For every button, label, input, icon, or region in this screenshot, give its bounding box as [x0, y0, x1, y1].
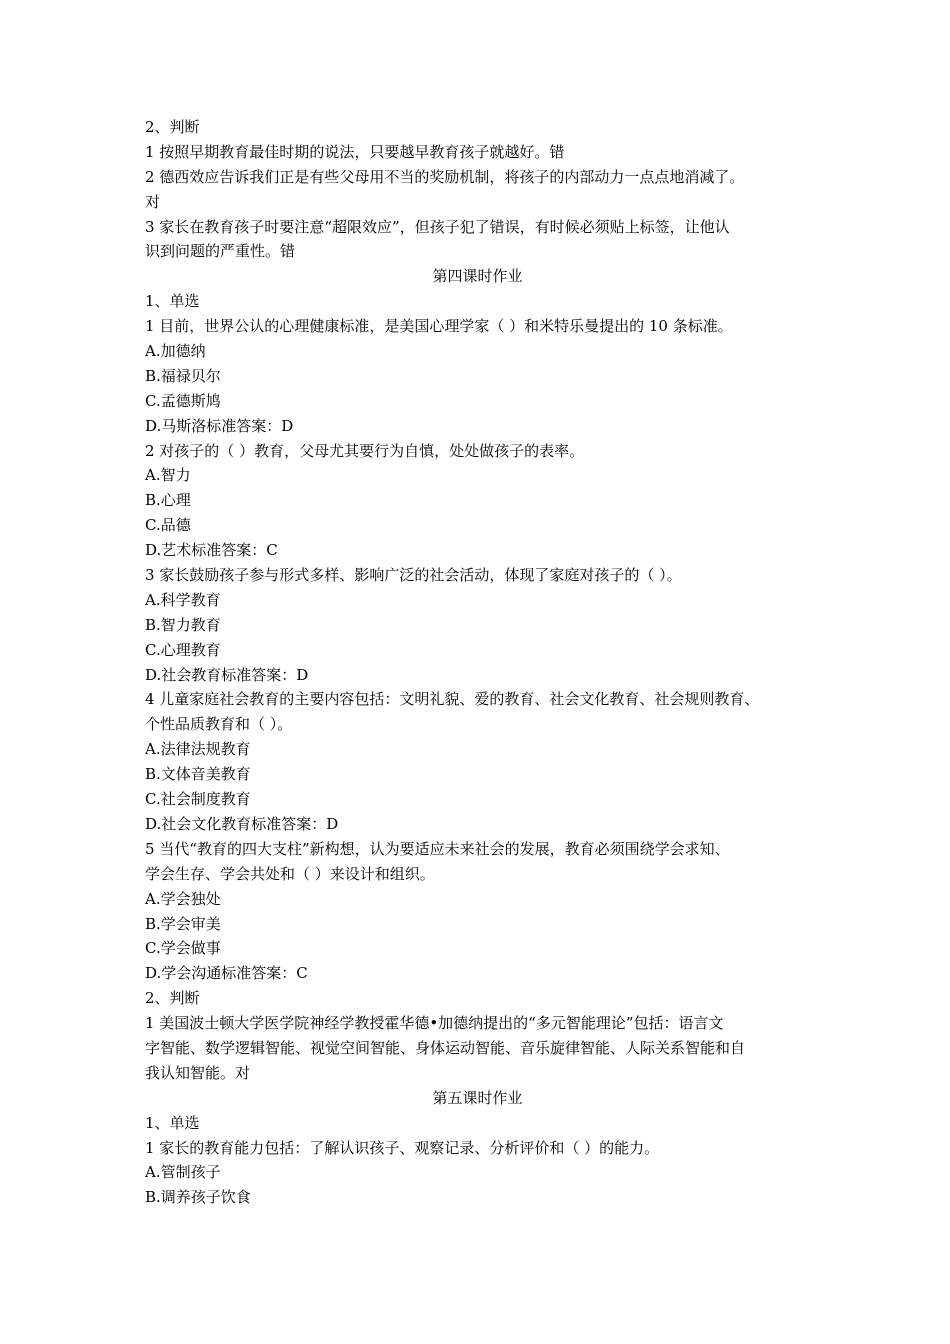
section-heading: 2、判断 [145, 118, 200, 136]
answer-option: B.学会审美 [145, 914, 221, 933]
answer-option: C.社会制度教育 [145, 790, 251, 809]
question-text-continued: 学会生存、学会共处和（ ）来设计和组织。 [145, 864, 435, 883]
judgment-item-continued: 对 [145, 192, 161, 211]
judgment-item-continued: 识到问题的严重性。错 [145, 242, 296, 261]
question-text: 5 当代“教育的四大支柱”新构想，认为要适应未来社会的发展，教育必须围绕学会求知、 [145, 839, 730, 858]
answer-option: B.福禄贝尔 [145, 366, 221, 385]
judgment-item-continued: 字智能、数学逻辑智能、视觉空间智能、身体运动智能、音乐旋律智能、人际关系智能和自 [145, 1038, 746, 1057]
section-heading: 2、判断 [145, 989, 200, 1008]
answer-option: A.科学教育 [145, 590, 221, 609]
question-text-continued: 个性品质教育和（ ）。 [145, 715, 293, 734]
answer-option: B.文体音美教育 [145, 765, 251, 784]
answer-option: A.加德纳 [145, 342, 206, 361]
answer-option-with-key: D.马斯洛标准答案：D [145, 416, 294, 435]
answer-option: A.学会独处 [145, 889, 221, 908]
answer-option-with-key: D.学会沟通标准答案：C [145, 964, 308, 983]
question-text: 1 目前，世界公认的心理健康标准，是美国心理学家（ ）和米特乐曼提出的 10 条标准。 [145, 317, 733, 336]
answer-option: B.心理 [145, 491, 191, 510]
answer-option: C.学会做事 [145, 939, 221, 958]
answer-option: A.法律法规教育 [145, 740, 251, 759]
answer-option: C.孟德斯鸠 [145, 391, 221, 410]
question-text: 1 家长的教育能力包括：了解认识孩子、观察记录、分析评价和（ ）的能力。 [145, 1138, 660, 1157]
lesson-title: 第四课时作业 [432, 267, 523, 286]
answer-option-with-key: D.社会文化教育标准答案：D [145, 814, 339, 833]
answer-option-with-key: D.艺术标准答案：C [145, 541, 278, 560]
section-heading: 1、单选 [145, 1113, 200, 1132]
answer-option: C.品德 [145, 516, 191, 535]
answer-option: A.管制孩子 [145, 1163, 221, 1182]
question-text: 3 家长鼓励孩子参与形式多样、影响广泛的社会活动，体现了家庭对孩子的（ ）。 [145, 566, 682, 585]
question-text: 2 对孩子的（ ）教育，父母尤其要行为自慎，处处做孩子的表率。 [145, 441, 585, 460]
judgment-item: 1 美国波士顿大学医学院神经学教授霍华德•加德纳提出的“多元智能理论”包括：语言文 [145, 1014, 724, 1033]
judgment-item-continued: 我认知智能。对 [145, 1063, 251, 1082]
answer-option: A.智力 [145, 466, 191, 485]
answer-option: B.调养孩子饮食 [145, 1188, 251, 1207]
document-page [145, 115, 810, 1210]
judgment-item: 2 德西效应告诉我们正是有些父母用不当的奖励机制，将孩子的内部动力一点点地消减了。 [145, 167, 745, 186]
lesson-title: 第五课时作业 [432, 1088, 523, 1107]
answer-option-with-key: D.社会教育标准答案：D [145, 665, 309, 684]
section-heading: 1、单选 [145, 292, 200, 311]
answer-option: B.智力教育 [145, 615, 221, 634]
question-text: 4 儿童家庭社会教育的主要内容包括：文明礼貌、爱的教育、社会文化教育、社会规则教育、 [145, 690, 760, 709]
answer-option: C.心理教育 [145, 640, 221, 659]
judgment-item: 3 家长在教育孩子时要注意“超限效应”，但孩子犯了错误，有时候必须贴上标签，让他认 [145, 217, 730, 236]
judgment-item: 1 按照早期教育最佳时期的说法，只要越早教育孩子就越好。错 [145, 142, 565, 161]
